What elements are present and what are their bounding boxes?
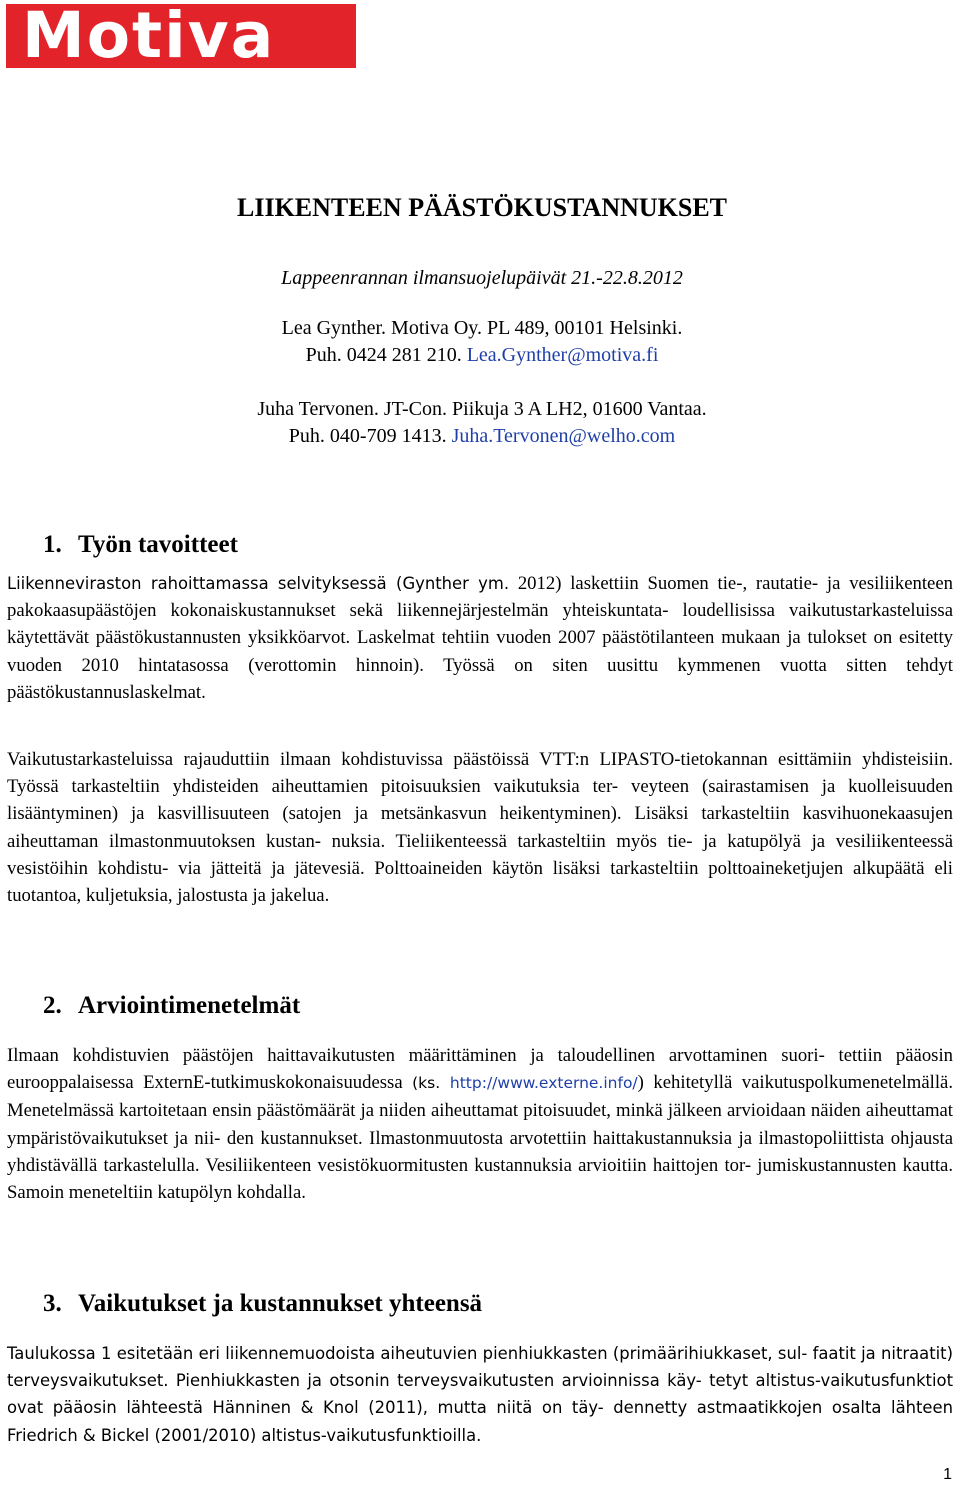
contact-1-email-link[interactable]: Lea.Gynther@motiva.fi	[466, 344, 659, 366]
section-2-number: 2.	[43, 992, 62, 1019]
section-1-number: 1.	[43, 531, 62, 558]
section-1-title: Työn tavoitteet	[78, 531, 238, 558]
externe-link[interactable]: http://www.externe.info/	[449, 1074, 638, 1093]
contact-2-phone-email	[0, 423, 960, 450]
section-3-paragraph: Taulukossa 1 esitetään eri liikennemuodoista aiheutuvien pienhiukkasten (primäärihiukkaset, sul- faatit ja nitraatit) terveysvaikutukset. Pienhiukkasten ja otsonin terveysvaikutusten arvioinnissa käy- tetyt altistus-vaikutusfunktiot ovat pääosin lähteestä Hänninen & Knol (2011), mutta niitä on täy- dennetty astmaatikkojen osalta lähteen Friedrich & Bickel (2001/2010) altistus-vaikutusfunktioilla.	[7, 1344, 953, 1445]
section-2-ks: (ks.	[412, 1074, 450, 1093]
section-3-number: 3.	[43, 1290, 62, 1317]
contact-1-address: Lea Gynther. Motiva Oy. PL 489, 00101 Helsinki.	[281, 317, 683, 339]
contact-2-address: Juha Tervonen. JT-Con. Piikuja 3 A LH2, 01600 Vantaa.	[257, 398, 707, 420]
contact-2-email-link[interactable]: Juha.Tervonen@welho.com	[451, 425, 676, 447]
motiva-logo	[6, 0, 356, 72]
contact-1-phone: Puh. 0424 281 210.	[305, 344, 467, 366]
page-number: 1	[943, 1466, 952, 1483]
section-2-p-end: kehitetyllä vaikutuspolkumenetelmällä. Menetelmässä kartoitetaan ensin päästömäärät ja niiden aiheuttamat pitoisuudet, minkä jälkeen arvioidaan näiden aiheuttamat ympäristövaikutukset ja nii- den kustannukset. Ilmastonmuutosta arvotettiin haittakustannuksia ja ilmastopoliittista ohjausta yhdistävällä tarkastelulla. Vesiliikenteen vesistökuormitusten kustannuksia arvioitiin haittojen tor- jumiskustannusten kautta. Samoin meneteltiin katupölyn kohdalla.	[7, 1072, 953, 1204]
section-2-p-start: Ilmaan kohdistuvien päästöjen haittavaikutusten määrittäminen ja taloudellinen arvottaminen suori- tettiin pääosin eurooppalaisessa ExternE-tutkimuskokonaisuudessa	[7, 1045, 953, 1094]
section-2-paragraph	[7, 1042, 953, 1206]
document-title: LIIKENTEEN PÄÄSTÖKUSTANNUKSET	[236, 193, 728, 222]
section-1-paragraph-2: Vaikutustarkasteluissa rajauduttiin ilmaan kohdistuvissa päästöissä VTT:n LIPASTO-tietokannan esittämiin yhdisteisiin. Työssä tarkasteltiin yhdisteiden aiheuttamien pitoisuuksien vaikutuksia ter- veyteen (sairastamisen ja kuolleisuuden lisääntyminen) ja kasvillisuuteen (satojen ja metsänkasvun heikentyminen). Lisäksi tarkasteltiin kasvihuonekaasujen aiheuttaman ilmastonmuutoksen kustan- nuksia. Tieliikenteessä tarkasteltiin myös tie- ja katupölyä ja vesiliikenteessä vesistöihin kohdistu- via jätteitä ja jätevesiä. Polttoaineiden käytön lisäksi tarkasteltiin polttoaineketjujen alkupäätä eli tuotantoa, kuljetuksia, jalostusta ja jakelua.	[7, 749, 953, 907]
section-1-p1-intro: Liikenneviraston rahoittamassa selvityksessä (Gynther ym.	[7, 574, 510, 593]
section-1-paragraph-1	[7, 570, 953, 706]
logo-text: Motiva	[22, 0, 276, 72]
event-line: Lappeenrannan ilmansuojelupäivät 21.-22.8.2012	[281, 267, 683, 289]
section-3-title: Vaikutukset ja kustannukset yhteensä	[78, 1290, 483, 1317]
contact-1-phone-email	[0, 342, 960, 369]
section-2-close-paren: )	[637, 1072, 644, 1094]
contact-2-phone: Puh. 040-709 1413.	[288, 425, 452, 447]
section-1-p1-rest: 2012) laskettiin Suomen tie-, rautatie- ja vesiliikenteen pakokaasupäästöjen kokonaiskustannukset sekä liikennejärjestelmän yhteiskuntata- loudellisissa vaikutustarkasteluissa käytettävät päästökustannusten yksikköarvot. Laskelmat tehtiin vuoden 2007 päästötilanteen mukaan ja tulokset on esitetty vuoden 2010 hintatasossa (verottomin hinnoin). Työssä on siten uusittu kymmenen vuotta sitten tehdyt päästökustannuslaskelmat.	[7, 573, 953, 703]
section-2-title: Arviointimenetelmät	[78, 992, 301, 1019]
